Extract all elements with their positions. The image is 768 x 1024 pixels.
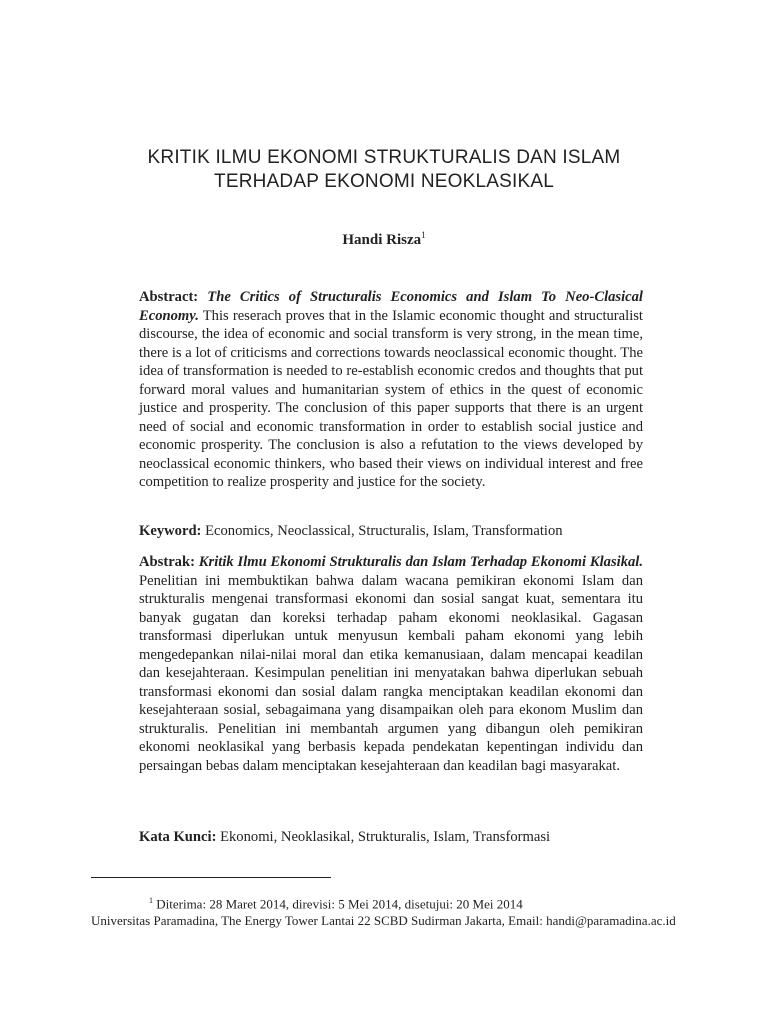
footnote-divider: [91, 877, 331, 878]
abstract-id-body: Penelitian ini membuktikan bahwa dalam wacana pemikiran ekonomi Islam dan strukturalis mengenai transformasi ekonomi dan sosial sangat kuat, sementara itu banyak gugatan dan koreksi terhadap paham ekonomi neoklasikal. Gagasan transformasi diperlukan untuk menyusun kembali paham ekonomi yang lebih mengedepankan nilai-nilai moral dan etika kemanusiaan, dalam mencapai keadilan dan kesejahteraan. Kesimpulan penelitian ini menyatakan bahwa diperlukan sebuah transformasi ekonomi dan sosial dalam rangka menciptakan keadilan ekonomi dan kesejahteraan sosial, sebagaimana yang disampaikan oleh para ekonom Muslim dan strukturalis. Penelitian ini membantah argumen yang dibangun oleh pemikiran ekonomi neoklasikal yang berbasis kepada pendekatan kepentingan individu dan persaingan bebas dalam menciptakan kesejahteraan dan keadilan bagi masyarakat.: [139, 572, 643, 774]
footnote-marker: 1: [149, 896, 153, 905]
keywords-english: [139, 522, 643, 541]
author-name: Handi Risza: [342, 232, 422, 248]
title-line-2: TERHADAP EKONOMI NEOKLASIKAL: [214, 171, 554, 192]
paper-title: [90, 146, 678, 194]
abstract-en-label: Abstract:: [139, 289, 199, 305]
author-line: [90, 230, 678, 249]
keyword-id-label: Kata Kunci:: [139, 829, 217, 845]
abstract-en-body: This reserach proves that in the Islamic economic thought and structuralist discourse, the idea of economic and social transform is very strong, in the mean time, there is a lot of criticisms and corrections towards neoclassical economic thought. The idea of transformation is needed to re-establish economic credos and thoughts that put forward moral values and humanitarian system of ethics in the quest of economic justice and prosperity. The conclusion of this paper supports that there is an urgent need of social and economic transformation in order to establish social justice and economic prosperity. The conclusion is also a refutation to the views developed by neoclassical economic thinkers, who based their views on individual interest and free competition to realize prosperity and justice for the society.: [139, 307, 643, 490]
keywords-indonesian: [139, 828, 643, 847]
title-line-1: KRITIK ILMU EKONOMI STRUKTURALIS DAN ISLAM: [147, 147, 621, 168]
abstract-id-label: Abstrak:: [139, 554, 195, 570]
footnote-affiliation: Universitas Paramadina, The Energy Tower Lantai 22 SCBD Sudirman Jakarta, Email: handi@paramadina.ac.id: [91, 913, 676, 929]
abstract-en-title: The Critics of Structuralis Economics and Islam To Neo-Clasical Economy.: [139, 289, 643, 324]
author-footnote-marker[interactable]: 1: [421, 230, 426, 240]
abstract-indonesian: [139, 553, 643, 775]
keyword-en-value: Economics, Neoclassical, Structuralis, Islam, Transformation: [205, 523, 563, 539]
keyword-en-label: Keyword:: [139, 523, 202, 539]
keyword-id-value: Ekonomi, Neoklasikal, Strukturalis, Islam, Transformasi: [220, 829, 551, 845]
footnote: [91, 892, 679, 929]
footnote-dates: Diterima: 28 Maret 2014, direvisi: 5 Mei 2014, disetujui: 20 Mei 2014: [156, 896, 523, 912]
abstract-english: [139, 288, 643, 492]
abstract-id-title: Kritik Ilmu Ekonomi Strukturalis dan Islam Terhadap Ekonomi Klasikal.: [198, 554, 643, 570]
footnote-dates-line: [91, 892, 679, 912]
